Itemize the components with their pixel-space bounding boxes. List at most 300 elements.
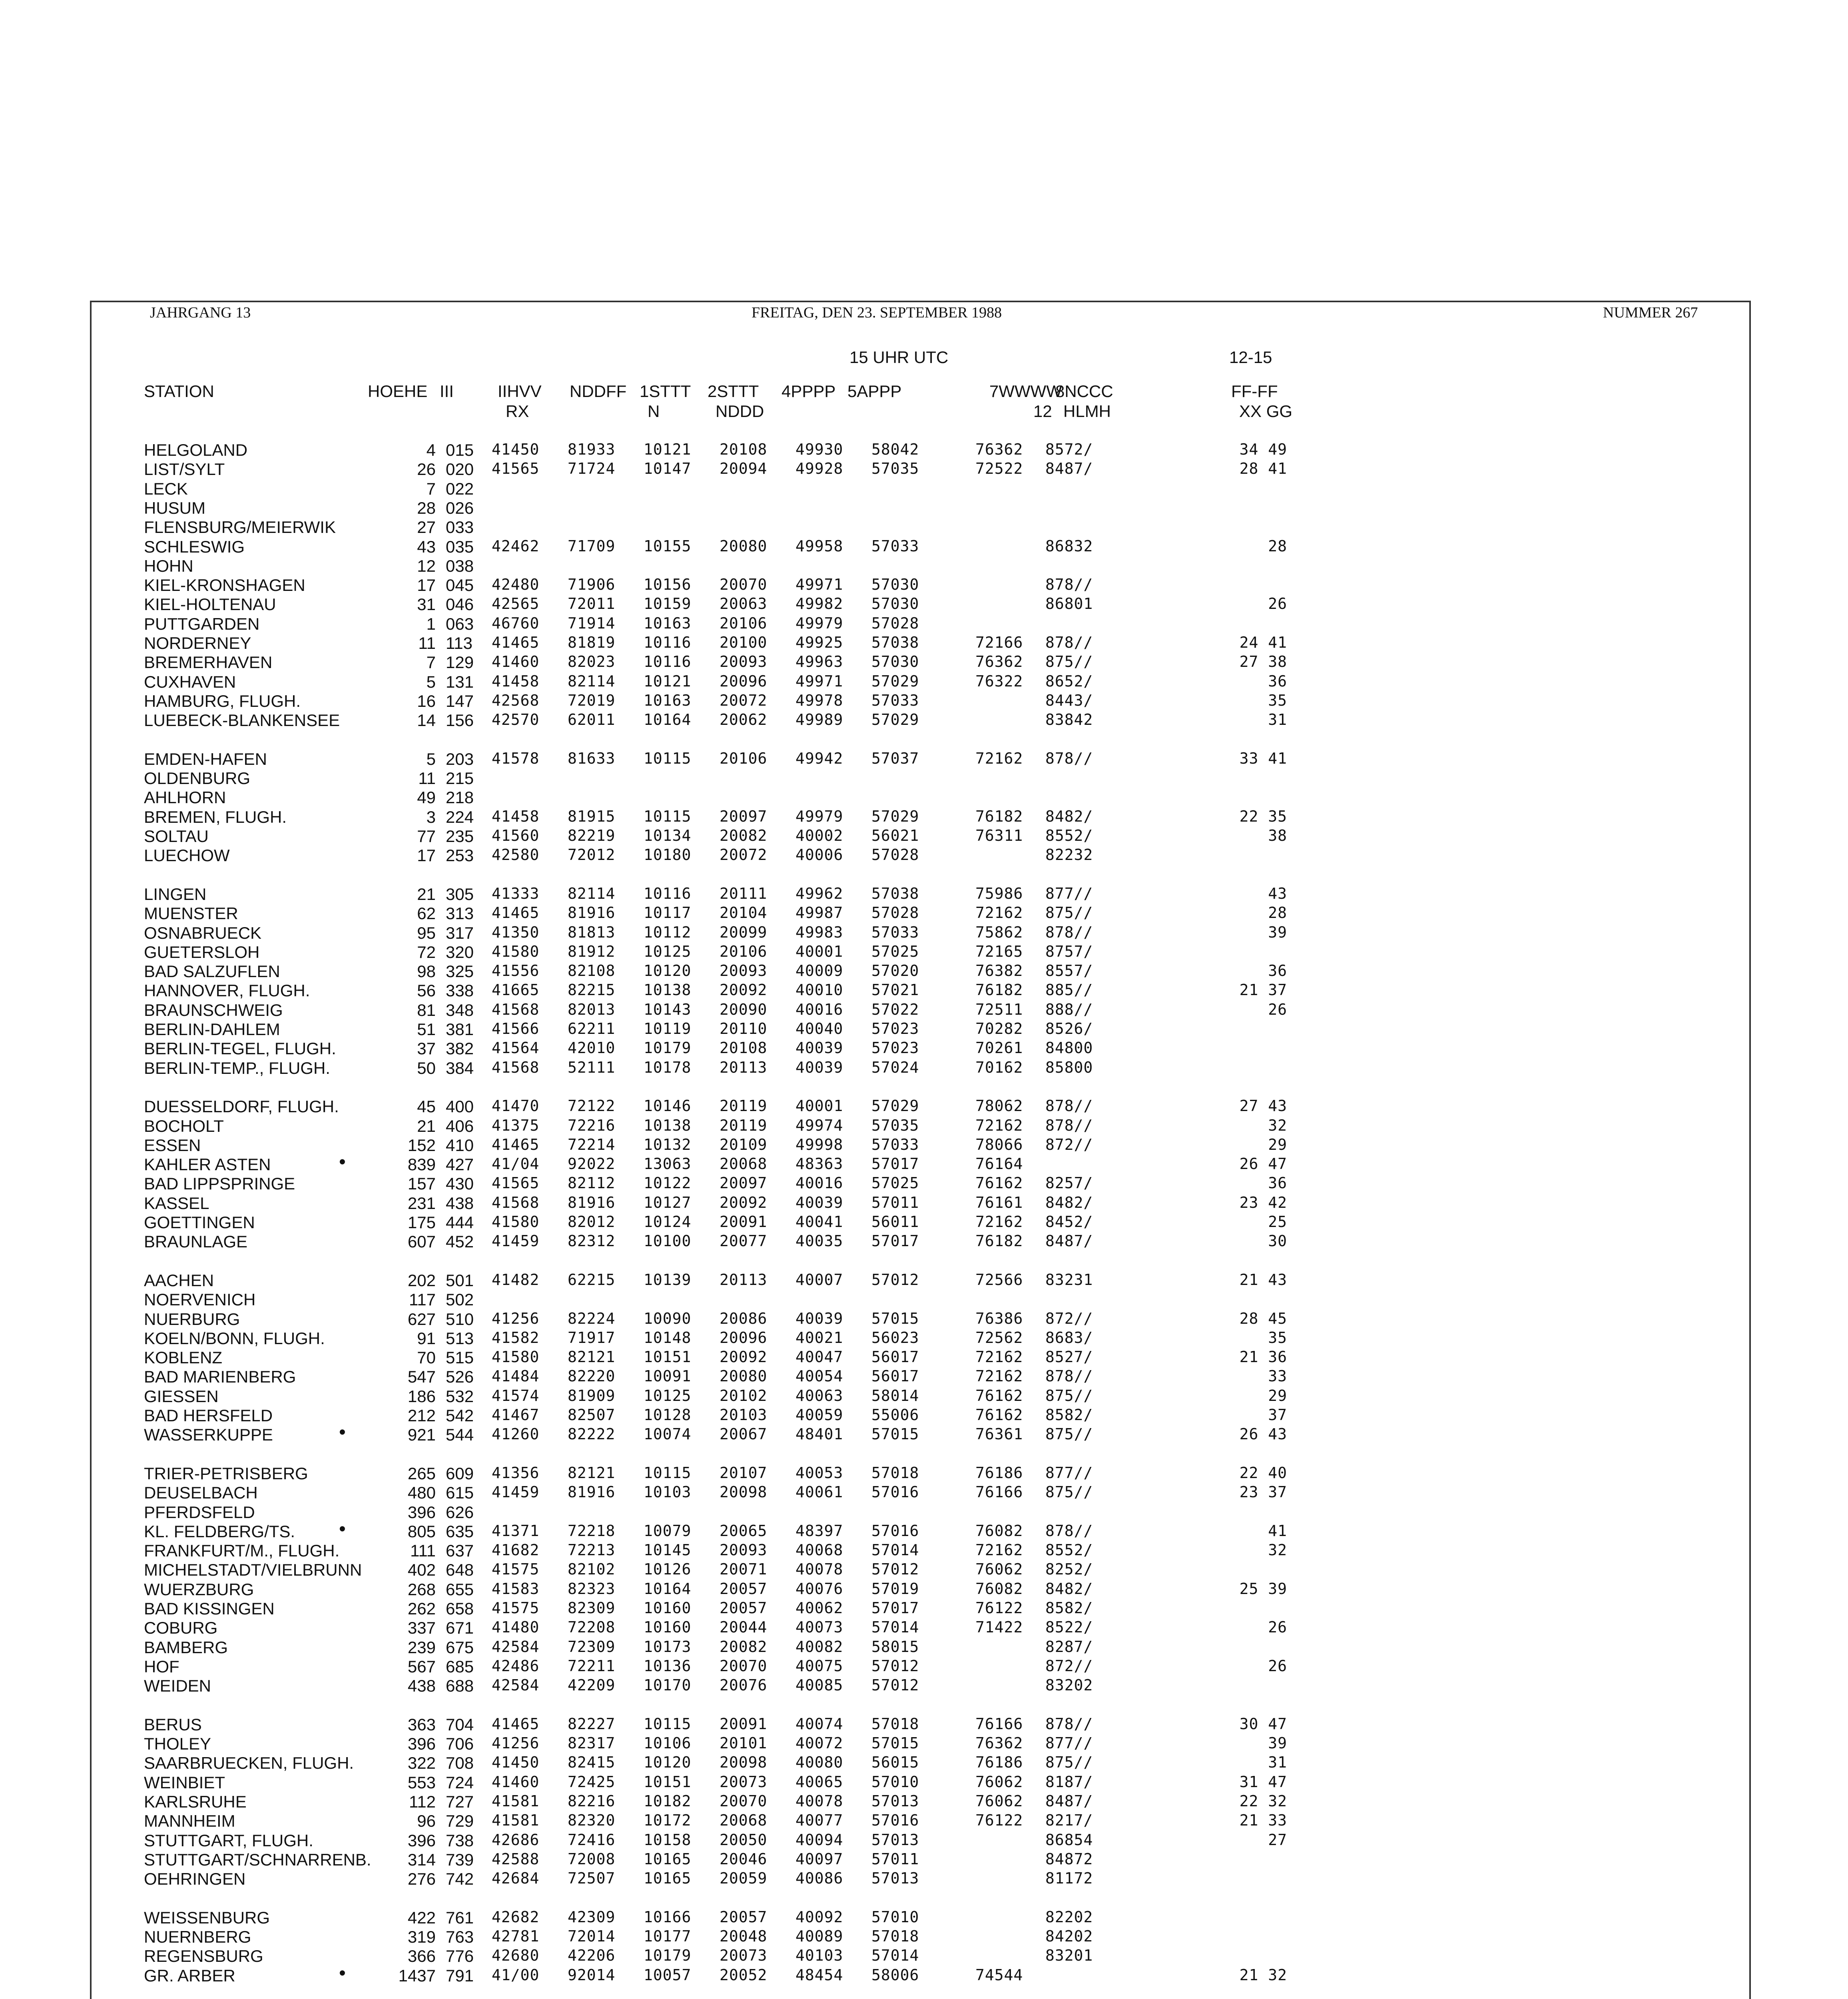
group-1sttt: 10160 bbox=[644, 1599, 692, 1617]
table-row bbox=[0, 672, 1848, 692]
group-7wwww: 76186 bbox=[975, 1754, 1023, 1772]
group-7wwww: 76166 bbox=[975, 1715, 1023, 1733]
group-5appp: 56021 bbox=[871, 827, 919, 844]
group-2sttt: 20067 bbox=[720, 1425, 768, 1443]
group-8nccc: 84872 bbox=[1045, 1850, 1093, 1868]
station-height: 49 bbox=[417, 788, 436, 807]
group-2sttt: 20070 bbox=[720, 1657, 768, 1675]
group-5appp: 57013 bbox=[871, 1869, 919, 1887]
group-4pppp: 40103 bbox=[795, 1947, 843, 1965]
table-row bbox=[0, 634, 1848, 653]
group-1sttt: 10177 bbox=[644, 1927, 692, 1945]
station-name: WEIDEN bbox=[144, 1676, 211, 1696]
group-8nccc: 878// bbox=[1045, 749, 1093, 767]
group-5appp: 57015 bbox=[871, 1734, 919, 1752]
group-4pppp: 40054 bbox=[795, 1367, 843, 1385]
group-ff-ff: 21 33 bbox=[1239, 1811, 1287, 1829]
station-height: 567 bbox=[407, 1657, 436, 1676]
table-row bbox=[0, 788, 1848, 807]
group-5appp: 57013 bbox=[871, 1792, 919, 1810]
group-nddff: 82507 bbox=[568, 1406, 616, 1424]
group-ff-ff: 21 36 bbox=[1239, 1348, 1287, 1366]
table-row bbox=[0, 1850, 1848, 1869]
group-iihvv: 42680 bbox=[492, 1947, 540, 1965]
group-5appp: 57029 bbox=[871, 672, 919, 690]
group-iihvv: 41568 bbox=[492, 1193, 540, 1211]
group-iihvv: 41356 bbox=[492, 1464, 540, 1482]
station-name: NORDERNEY bbox=[144, 634, 251, 652]
group-1sttt: 10090 bbox=[644, 1309, 692, 1327]
group-nddff: 72208 bbox=[568, 1618, 616, 1636]
station-height: 43 bbox=[417, 537, 436, 556]
table-row bbox=[0, 1541, 1848, 1560]
group-nddff: 72211 bbox=[568, 1657, 616, 1675]
station-name: BERLIN-TEGEL, FLUGH. bbox=[144, 1039, 336, 1058]
station-name: MANNHEIM bbox=[144, 1811, 235, 1831]
group-8nccc: 875// bbox=[1045, 1425, 1093, 1443]
group-2sttt: 20057 bbox=[720, 1908, 768, 1926]
group-5appp: 57018 bbox=[871, 1464, 919, 1482]
group-1sttt: 10057 bbox=[644, 1966, 692, 1984]
station-index: 384 bbox=[446, 1058, 474, 1077]
group-iihvv: 41371 bbox=[492, 1522, 540, 1540]
group-4pppp: 49979 bbox=[795, 614, 843, 632]
group-1sttt: 10158 bbox=[644, 1831, 692, 1849]
station-name: BAD MARIENBERG bbox=[144, 1367, 296, 1387]
station-height: 438 bbox=[407, 1676, 436, 1696]
station-name: FRANKFURT/M., FLUGH. bbox=[144, 1541, 340, 1560]
group-2sttt: 20050 bbox=[720, 1831, 768, 1849]
group-ff-ff: 21 43 bbox=[1239, 1271, 1287, 1289]
table-row bbox=[0, 1715, 1848, 1734]
station-height: 4 bbox=[426, 441, 436, 459]
group-1sttt: 10138 bbox=[644, 981, 692, 999]
group-5appp: 57025 bbox=[871, 942, 919, 960]
group-4pppp: 40039 bbox=[795, 1058, 843, 1076]
group-iihvv: 46760 bbox=[492, 614, 540, 632]
group-1sttt: 10180 bbox=[644, 846, 692, 864]
group-4pppp: 49963 bbox=[795, 653, 843, 671]
group-1sttt: 10170 bbox=[644, 1676, 692, 1694]
station-height: 202 bbox=[407, 1271, 436, 1290]
group-ff-ff: 27 43 bbox=[1239, 1097, 1287, 1115]
station-height: 81 bbox=[417, 1000, 436, 1019]
station-name: REGENSBURG bbox=[144, 1947, 263, 1966]
group-ff-ff: 22 35 bbox=[1239, 807, 1287, 825]
group-iihvv: 41459 bbox=[492, 1483, 540, 1501]
col-header-c1-line1: IIHVV bbox=[498, 382, 542, 401]
group-8nccc: 877// bbox=[1045, 1734, 1093, 1752]
group-nddff: 42309 bbox=[568, 1908, 616, 1926]
station-index: 320 bbox=[446, 942, 474, 962]
group-5appp: 58006 bbox=[871, 1966, 919, 1984]
station-index: 444 bbox=[446, 1213, 474, 1232]
station-index: 648 bbox=[446, 1560, 474, 1580]
group-4pppp: 40092 bbox=[795, 1908, 843, 1926]
group-4pppp: 48401 bbox=[795, 1425, 843, 1443]
col-header-c9-line1: FF-FF bbox=[1231, 382, 1278, 401]
station-height: 422 bbox=[407, 1908, 436, 1927]
station-height: 231 bbox=[407, 1193, 436, 1213]
group-8nccc: 885// bbox=[1045, 981, 1093, 999]
group-4pppp: 40007 bbox=[795, 1271, 843, 1289]
group-iihvv: 41583 bbox=[492, 1580, 540, 1598]
group-7wwww: 76361 bbox=[975, 1425, 1023, 1443]
station-height: 31 bbox=[417, 595, 436, 614]
table-row bbox=[0, 1232, 1848, 1251]
station-name: KASSEL bbox=[144, 1193, 209, 1213]
group-iihvv: 41580 bbox=[492, 1348, 540, 1366]
group-iihvv: 41575 bbox=[492, 1560, 540, 1578]
group-2sttt: 20109 bbox=[720, 1135, 768, 1153]
station-index: 685 bbox=[446, 1657, 474, 1676]
group-2sttt: 20108 bbox=[720, 441, 768, 458]
group-ff-ff: 35 bbox=[1268, 691, 1287, 709]
table-row bbox=[0, 1773, 1848, 1792]
group-ff-ff: 37 bbox=[1268, 1406, 1287, 1424]
station-name: NOERVENICH bbox=[144, 1290, 256, 1309]
table-row bbox=[0, 1518, 1848, 1541]
table-row bbox=[0, 1329, 1848, 1348]
group-5appp: 57014 bbox=[871, 1947, 919, 1965]
group-5appp: 57012 bbox=[871, 1676, 919, 1694]
group-2sttt: 20096 bbox=[720, 672, 768, 690]
group-nddff: 72507 bbox=[568, 1869, 616, 1887]
group-2sttt: 20063 bbox=[720, 595, 768, 613]
group-1sttt: 10120 bbox=[644, 962, 692, 980]
group-2sttt: 20100 bbox=[720, 634, 768, 651]
station-height: 117 bbox=[409, 1290, 436, 1309]
table-row bbox=[0, 1117, 1848, 1136]
group-2sttt: 20057 bbox=[720, 1599, 768, 1617]
group-8nccc: 8482/ bbox=[1045, 1193, 1093, 1211]
group-iihvv: 41/00 bbox=[492, 1966, 540, 1984]
group-8nccc: 872// bbox=[1045, 1657, 1093, 1675]
group-ff-ff: 31 bbox=[1268, 1754, 1287, 1772]
group-7wwww: 76164 bbox=[975, 1155, 1023, 1173]
table-row bbox=[0, 1039, 1848, 1058]
station-height: 1 bbox=[426, 614, 436, 633]
station-name: FLENSBURG/MEIERWIK bbox=[144, 518, 336, 537]
group-5appp: 57038 bbox=[871, 634, 919, 651]
group-2sttt: 20111 bbox=[720, 884, 768, 902]
group-1sttt: 10132 bbox=[644, 1135, 692, 1153]
station-name: BRAUNSCHWEIG bbox=[144, 1000, 283, 1019]
group-2sttt: 20106 bbox=[720, 749, 768, 767]
group-ff-ff: 26 47 bbox=[1239, 1155, 1287, 1173]
group-7wwww: 72562 bbox=[975, 1329, 1023, 1347]
station-index: 510 bbox=[446, 1309, 474, 1329]
group-nddff: 72122 bbox=[568, 1097, 616, 1115]
station-index: 224 bbox=[446, 807, 474, 826]
station-name: CUXHAVEN bbox=[144, 672, 236, 691]
table-row bbox=[0, 1831, 1848, 1850]
group-5appp: 57029 bbox=[871, 807, 919, 825]
group-7wwww: 72162 bbox=[975, 1367, 1023, 1385]
group-ff-ff: 28 41 bbox=[1239, 460, 1287, 478]
group-4pppp: 49971 bbox=[795, 672, 843, 690]
group-2sttt: 20076 bbox=[720, 1676, 768, 1694]
station-index: 671 bbox=[446, 1618, 474, 1638]
group-4pppp: 49930 bbox=[795, 441, 843, 458]
group-4pppp: 40074 bbox=[795, 1715, 843, 1733]
group-ff-ff: 28 bbox=[1268, 537, 1287, 555]
table-row bbox=[0, 769, 1848, 788]
group-8nccc: 83202 bbox=[1045, 1676, 1093, 1694]
table-row bbox=[0, 943, 1848, 962]
group-ff-ff: 24 41 bbox=[1239, 634, 1287, 651]
group-1sttt: 10179 bbox=[644, 1947, 692, 1965]
group-iihvv: 42462 bbox=[492, 537, 540, 555]
group-7wwww: 72166 bbox=[975, 634, 1023, 651]
station-index: 635 bbox=[446, 1522, 474, 1541]
group-7wwww: 76122 bbox=[975, 1811, 1023, 1829]
group-5appp: 57028 bbox=[871, 846, 919, 864]
table-row bbox=[0, 1599, 1848, 1618]
group-1sttt: 10138 bbox=[644, 1116, 692, 1134]
group-5appp: 57035 bbox=[871, 460, 919, 478]
group-1sttt: 10126 bbox=[644, 1560, 692, 1578]
table-row bbox=[0, 1483, 1848, 1502]
group-iihvv: 41665 bbox=[492, 981, 540, 999]
group-2sttt: 20080 bbox=[720, 537, 768, 555]
station-index: 253 bbox=[446, 846, 474, 865]
group-ff-ff: 28 45 bbox=[1239, 1309, 1287, 1327]
group-8nccc: 8652/ bbox=[1045, 672, 1093, 690]
group-7wwww: 70282 bbox=[975, 1020, 1023, 1037]
col-header-c4-line2: NDDD bbox=[716, 402, 764, 421]
station-index: 430 bbox=[446, 1174, 474, 1193]
group-1sttt: 10122 bbox=[644, 1174, 692, 1192]
group-ff-ff: 41 bbox=[1268, 1522, 1287, 1540]
group-1sttt: 10143 bbox=[644, 1000, 692, 1018]
group-5appp: 57010 bbox=[871, 1773, 919, 1791]
group-iihvv: 41350 bbox=[492, 923, 540, 941]
station-index: 317 bbox=[446, 923, 474, 942]
col-header-hoehe: HOEHE bbox=[368, 382, 428, 401]
group-iihvv: 42584 bbox=[492, 1638, 540, 1656]
group-4pppp: 49989 bbox=[795, 711, 843, 729]
group-8nccc: 82232 bbox=[1045, 846, 1093, 864]
mountain-marker: • bbox=[339, 1518, 346, 1540]
group-nddff: 82323 bbox=[568, 1580, 616, 1598]
station-index: 427 bbox=[446, 1155, 474, 1174]
group-nddff: 81916 bbox=[568, 1483, 616, 1501]
station-name: SAARBRUECKEN, FLUGH. bbox=[144, 1754, 354, 1773]
group-8nccc: 8552/ bbox=[1045, 827, 1093, 844]
group-7wwww: 76162 bbox=[975, 1174, 1023, 1192]
group-nddff: 72309 bbox=[568, 1638, 616, 1656]
group-8nccc: 875// bbox=[1045, 653, 1093, 671]
group-5appp: 57017 bbox=[871, 1599, 919, 1617]
station-index: 147 bbox=[446, 691, 474, 710]
station-index: 046 bbox=[446, 595, 474, 614]
group-ff-ff: 43 bbox=[1268, 884, 1287, 902]
group-ff-ff: 36 bbox=[1268, 672, 1287, 690]
group-5appp: 57025 bbox=[871, 1174, 919, 1192]
group-5appp: 57033 bbox=[871, 537, 919, 555]
station-index: 708 bbox=[446, 1754, 474, 1773]
group-4pppp: 40078 bbox=[795, 1792, 843, 1810]
group-nddff: 72416 bbox=[568, 1831, 616, 1849]
group-8nccc: 888// bbox=[1045, 1000, 1093, 1018]
group-1sttt: 10079 bbox=[644, 1522, 692, 1540]
group-7wwww: 78062 bbox=[975, 1097, 1023, 1115]
station-height: 14 bbox=[417, 711, 436, 730]
table-row bbox=[0, 1676, 1848, 1696]
station-name: BAMBERG bbox=[144, 1638, 228, 1657]
group-2sttt: 20090 bbox=[720, 1000, 768, 1018]
group-nddff: 71914 bbox=[568, 614, 616, 632]
group-nddff: 81633 bbox=[568, 749, 616, 767]
group-5appp: 57028 bbox=[871, 614, 919, 632]
group-1sttt: 10125 bbox=[644, 1387, 692, 1404]
group-nddff: 81915 bbox=[568, 807, 616, 825]
group-iihvv: 41480 bbox=[492, 1618, 540, 1636]
col-header-c4-line1: 2STTT bbox=[708, 382, 759, 401]
station-name: GIESSEN bbox=[144, 1387, 219, 1406]
utc-group-header: 15 UHR UTC bbox=[849, 348, 949, 367]
station-height: 26 bbox=[417, 460, 436, 479]
station-name: AACHEN bbox=[144, 1271, 214, 1290]
station-name: KIEL-KRONSHAGEN bbox=[144, 576, 305, 595]
station-index: 609 bbox=[446, 1464, 474, 1483]
group-8nccc: 8187/ bbox=[1045, 1773, 1093, 1791]
group-8nccc: 82202 bbox=[1045, 1908, 1093, 1926]
group-5appp: 56011 bbox=[871, 1213, 919, 1231]
col-header-c7-line1: 7WWWW bbox=[989, 382, 1062, 401]
station-height: 337 bbox=[407, 1618, 436, 1638]
station-name: BREMERHAVEN bbox=[144, 653, 273, 672]
group-2sttt: 20098 bbox=[720, 1483, 768, 1501]
station-index: 020 bbox=[446, 460, 474, 479]
col-header-c7-line2: 12 bbox=[1033, 402, 1052, 421]
station-height: 396 bbox=[407, 1734, 436, 1754]
station-name: ESSEN bbox=[144, 1135, 201, 1155]
group-1sttt: 10115 bbox=[644, 749, 692, 767]
station-name: TRIER-PETRISBERG bbox=[144, 1464, 308, 1483]
station-height: 314 bbox=[407, 1850, 436, 1869]
group-1sttt: 10103 bbox=[644, 1483, 692, 1501]
group-1sttt: 10159 bbox=[644, 595, 692, 613]
group-5appp: 57030 bbox=[871, 653, 919, 671]
group-8nccc: 84202 bbox=[1045, 1927, 1093, 1945]
group-iihvv: 42588 bbox=[492, 1850, 540, 1868]
table-row bbox=[0, 1422, 1848, 1444]
table-row bbox=[0, 885, 1848, 904]
group-2sttt: 20048 bbox=[720, 1927, 768, 1945]
group-5appp: 57011 bbox=[871, 1193, 919, 1211]
station-index: 501 bbox=[446, 1271, 474, 1290]
station-name: KOBLENZ bbox=[144, 1348, 223, 1367]
station-height: 553 bbox=[407, 1773, 436, 1792]
group-7wwww: 76161 bbox=[975, 1193, 1023, 1211]
station-index: 045 bbox=[446, 576, 474, 595]
group-nddff: 72214 bbox=[568, 1135, 616, 1153]
group-7wwww: 71422 bbox=[975, 1618, 1023, 1636]
group-4pppp: 40062 bbox=[795, 1599, 843, 1617]
table-row bbox=[0, 1174, 1848, 1193]
group-ff-ff: 26 bbox=[1268, 1657, 1287, 1675]
group-2sttt: 20093 bbox=[720, 653, 768, 671]
group-8nccc: 8482/ bbox=[1045, 807, 1093, 825]
station-height: 265 bbox=[407, 1464, 436, 1483]
table-row bbox=[0, 1869, 1848, 1889]
group-2sttt: 20093 bbox=[720, 1541, 768, 1559]
group-7wwww: 76311 bbox=[975, 827, 1023, 844]
table-row bbox=[0, 1367, 1848, 1387]
group-nddff: 71917 bbox=[568, 1329, 616, 1347]
station-height: 396 bbox=[407, 1831, 436, 1850]
table-row bbox=[0, 1580, 1848, 1599]
station-name: LECK bbox=[144, 479, 188, 498]
col-header-c8-line2: HLMH bbox=[1063, 402, 1111, 421]
group-ff-ff: 23 42 bbox=[1239, 1193, 1287, 1211]
group-4pppp: 40041 bbox=[795, 1213, 843, 1231]
group-nddff: 72216 bbox=[568, 1116, 616, 1134]
group-nddff: 82320 bbox=[568, 1811, 616, 1829]
group-nddff: 72019 bbox=[568, 691, 616, 709]
group-nddff: 81916 bbox=[568, 1193, 616, 1211]
station-height: 7 bbox=[426, 653, 436, 672]
group-iihvv: 41565 bbox=[492, 1174, 540, 1192]
group-ff-ff: 27 38 bbox=[1239, 653, 1287, 671]
date-label: FREITAG, DEN 23. SEPTEMBER 1988 bbox=[752, 304, 1002, 321]
group-2sttt: 20072 bbox=[720, 846, 768, 864]
group-7wwww: 76362 bbox=[975, 441, 1023, 458]
station-height: 50 bbox=[417, 1058, 436, 1077]
group-1sttt: 10115 bbox=[644, 1464, 692, 1482]
group-2sttt: 20082 bbox=[720, 827, 768, 844]
group-nddff: 81933 bbox=[568, 441, 616, 458]
station-name: MUENSTER bbox=[144, 904, 238, 923]
group-8nccc: 875// bbox=[1045, 904, 1093, 922]
group-7wwww: 74544 bbox=[975, 1966, 1023, 1984]
station-name: COBURG bbox=[144, 1618, 218, 1638]
group-1sttt: 10163 bbox=[644, 614, 692, 632]
group-8nccc: 8582/ bbox=[1045, 1599, 1093, 1617]
group-iihvv: 41581 bbox=[492, 1792, 540, 1810]
group-5appp: 57023 bbox=[871, 1039, 919, 1057]
station-height: 51 bbox=[417, 1020, 436, 1039]
col-header-c9-line2: XX GG bbox=[1239, 402, 1293, 421]
table-row bbox=[0, 1310, 1848, 1329]
group-2sttt: 20094 bbox=[720, 460, 768, 478]
group-ff-ff: 29 bbox=[1268, 1135, 1287, 1153]
group-8nccc: 877// bbox=[1045, 884, 1093, 902]
group-2sttt: 20091 bbox=[720, 1213, 768, 1231]
group-5appp: 56015 bbox=[871, 1754, 919, 1772]
group-nddff: 52111 bbox=[568, 1058, 616, 1076]
station-index: 235 bbox=[446, 827, 474, 846]
group-iihvv: 42580 bbox=[492, 846, 540, 864]
group-iihvv: 41566 bbox=[492, 1020, 540, 1037]
station-height: 319 bbox=[407, 1927, 436, 1947]
group-5appp: 56023 bbox=[871, 1329, 919, 1347]
group-2sttt: 20052 bbox=[720, 1966, 768, 1984]
group-7wwww: 76382 bbox=[975, 962, 1023, 980]
group-1sttt: 10128 bbox=[644, 1406, 692, 1424]
group-nddff: 62211 bbox=[568, 1020, 616, 1037]
table-row bbox=[0, 1151, 1848, 1174]
group-4pppp: 40006 bbox=[795, 846, 843, 864]
group-1sttt: 10124 bbox=[644, 1213, 692, 1231]
station-height: 5 bbox=[426, 749, 436, 768]
group-1sttt: 10117 bbox=[644, 904, 692, 922]
group-7wwww: 76166 bbox=[975, 1483, 1023, 1501]
station-height: 95 bbox=[417, 923, 436, 942]
group-nddff: 81813 bbox=[568, 923, 616, 941]
